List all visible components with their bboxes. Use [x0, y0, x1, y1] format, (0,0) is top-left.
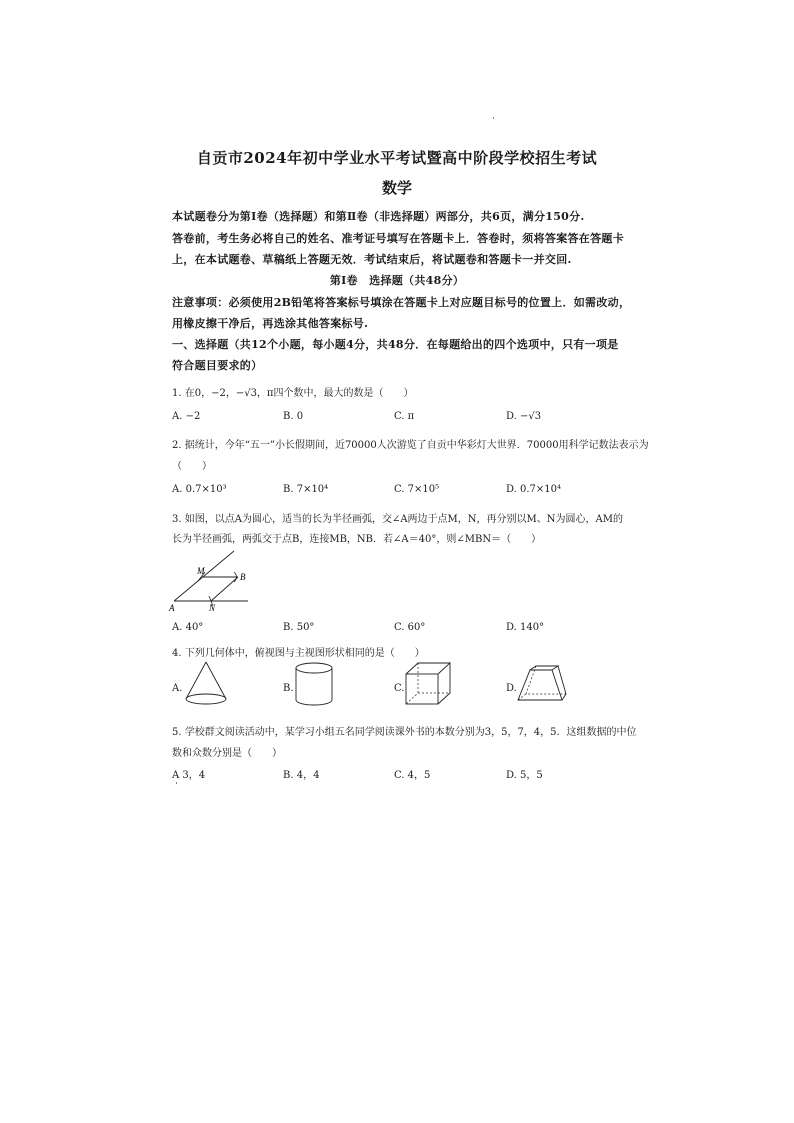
intro-line-3: 上，在本试题卷、草稿纸上答题无效．考试结束后，将试题卷和答题卡一并交回. — [172, 253, 572, 266]
question-1-stem: 1. 在0，−2，−√3，π四个数中，最大的数是（ ） — [172, 388, 414, 399]
notice-line-1: 注意事项：必须使用2B铅笔将答案标号填涂在答题卡上对应题目标号的位置上．如需改动， — [172, 296, 631, 309]
question-1-option-a: A. −2 — [172, 411, 201, 422]
exam-title: 自贡市2024年初中学业水平考试暨高中阶段学校招生考试 — [196, 149, 598, 167]
exam-subject: 数学 — [381, 179, 412, 197]
label-n: N — [209, 603, 216, 613]
frustum-shape — [514, 664, 570, 706]
question-5-option-d: D. 5，5 — [506, 770, 543, 781]
question-2-option-c: C. 7×10⁵ — [394, 484, 440, 495]
cylinder-shape — [292, 660, 336, 710]
label-a: A — [169, 603, 175, 613]
question-3-stem-line-1: 3. 如图，以点A为圆心，适当的长为半径画弧，交∠A两边于点M，N，再分别以M、N为圆心，AM的 — [172, 514, 623, 525]
label-m: M — [197, 566, 205, 576]
part-heading-line-1: 一、选择题（共12个小题，每小题4分，共48分．在每题给出的四个选项中，只有一项是 — [172, 338, 619, 351]
intro-line-2: 答卷前，考生务必将自己的姓名、准考证号填写在答题卡上．答卷时，须将答案答在答题卡 — [172, 232, 624, 245]
question-2-option-b: B. 7×10⁴ — [283, 484, 329, 495]
angle-bisector-figure — [168, 548, 258, 614]
scan-speck — [493, 117, 494, 119]
part-heading-line-2: 符合题目要求的） — [172, 359, 263, 372]
question-4-stem: 4. 下列几何体中，俯视图与主视图形状相同的是（ ） — [172, 648, 425, 659]
question-3-option-a: A. 40° — [172, 622, 204, 633]
question-4-option-a: A. — [172, 683, 183, 694]
question-3-option-b: B. 50° — [283, 622, 315, 633]
question-2-stem-line-1: 2. 据统计，今年“五一”小长假期间，近70000人次游览了自贡中华彩灯大世界．70000用科学记数法表示为 — [172, 440, 649, 451]
question-5-option-b: B. 4，4 — [283, 770, 320, 781]
scan-speck — [176, 782, 177, 784]
question-3-stem-line-2: 长为半径画弧，两弧交于点B，连接MB，NB．若∠A＝40°，则∠MBN＝（ ） — [172, 534, 542, 545]
ray-am — [174, 551, 234, 601]
question-5-option-c: C. 4，5 — [394, 770, 431, 781]
question-2-option-d: D. 0.7×10⁴ — [506, 484, 562, 495]
question-2-stem-line-2: （ ） — [172, 461, 212, 472]
cube-shape — [402, 660, 454, 708]
question-2-option-a: A. 0.7×10³ — [172, 484, 227, 495]
question-4-option-c: C. — [394, 683, 405, 694]
notice-line-2: 用橡皮擦干净后，再选涂其他答案标号. — [172, 317, 369, 330]
question-3-option-c: C. 60° — [394, 622, 426, 633]
question-5-stem-line-2: 数和众数分别是（ ） — [172, 748, 282, 759]
question-3-option-d: D. 140° — [506, 622, 545, 633]
question-5-option-a: A 3，4 — [172, 770, 206, 781]
question-1-option-b: B. 0 — [283, 411, 304, 422]
question-1-option-c: C. π — [394, 411, 415, 422]
question-4-option-b: B. — [283, 683, 294, 694]
question-1-option-d: D. −√3 — [506, 411, 542, 422]
intro-line-1: 本试题卷分为第Ⅰ卷（选择题）和第Ⅱ卷（非选择题）两部分，共6页，满分150分. — [172, 210, 585, 223]
section-title: 第Ⅰ卷 选择题（共48分） — [329, 274, 465, 287]
label-b: B — [240, 572, 246, 582]
cone-shape — [182, 659, 230, 709]
question-4-option-d: D. — [506, 683, 517, 694]
question-5-stem-line-1: 5. 学校群文阅读活动中，某学习小组五名同学阅读课外书的本数分别为3，5，7，4，5．这组数据的中位 — [172, 727, 637, 738]
segment-nb — [211, 577, 238, 601]
